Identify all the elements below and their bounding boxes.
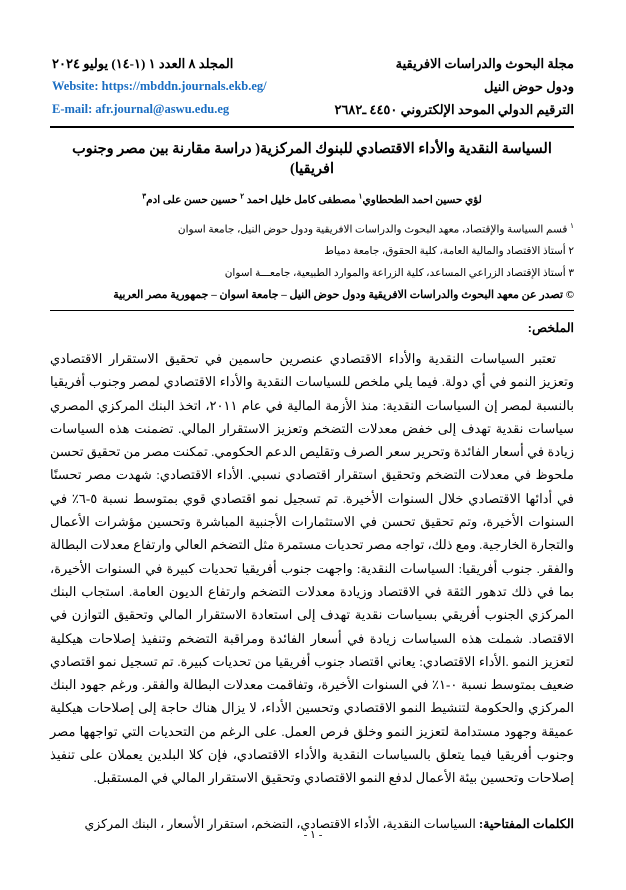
abstract-heading: الملخص:: [527, 321, 574, 335]
affiliation-2: ٢ أستاذ الاقتصاد والمالية العامة، كلية الحقوق، جامعة دمياط: [324, 246, 574, 257]
volume-issue-line: المجلد ٨ العدد ١ (١-١٤) يوليو ٢٠٢٤: [52, 56, 234, 71]
author-2: مصطفى كامل خليل احمد $^٢$: [240, 191, 356, 206]
publisher-line: © تصدر عن معهد البحوث والدراسات الافريقية ودول حوض النيل – جامعة اسوان – جمهورية مصر العربية: [50, 285, 574, 311]
author-1-superscript: ١: [358, 191, 363, 200]
authors-line: [50, 188, 574, 208]
website-label: Website:: [52, 79, 99, 93]
email-address-link[interactable]: afr.journal@aswu.edu.eg: [95, 102, 230, 116]
author-3-superscript: ٣: [142, 191, 147, 200]
website-url-link[interactable]: https://mbddn.journals.ekb.eg/: [101, 79, 267, 93]
affiliation-1: $^١$ قسم السياسة والإقتصاد، معهد البحوث والدراسات الافريقية ودول حوض النيل، جامعة اسوان: [177, 220, 574, 235]
journal-name-line1: مجلة البحوث والدراسات الافريقية: [395, 56, 574, 71]
email-line: [52, 98, 307, 121]
affiliation-3-marker: ٣: [568, 268, 574, 279]
affiliation-3: ٣ أستاذ الإقتصاد الزراعي المساعد، كلية الزراعة والموارد الطبيعية، جامعـــة اسوان: [224, 268, 574, 279]
journal-name-block: [307, 52, 574, 121]
affiliation-2-marker: ٢: [568, 246, 574, 257]
author-1: لؤي حسين احمد الطحطاوي$^١$: [358, 191, 482, 206]
journal-issue-block: [50, 52, 307, 121]
affiliation-1-marker: ١: [569, 220, 574, 230]
affiliations-block: [50, 215, 574, 286]
journal-header: [50, 52, 574, 128]
journal-name-line2: ودول حوض النيل: [483, 79, 574, 94]
journal-issn-line: الترقيم الدولي الموحد الإلكتروني ٤٤٥٠ ـ٢٦٨٢: [334, 102, 574, 117]
article-title: السياسة النقدية والأداء الاقتصادي للبنوك المركزية( دراسة مقارنة بين مصر وجنوب افريقيا): [72, 141, 552, 177]
website-line: [52, 75, 307, 98]
email-label: E-mail:: [52, 102, 93, 116]
author-2-superscript: ٢: [240, 191, 245, 200]
abstract-paragraph: تعتبر السياسات النقدية والأداء الاقتصادي عنصرين حاسمين في تحقيق الاستقرار الاقتصادي وتعزيز النمو في أي دولة. فيما يلي ملخص للسياسات النقدية والأداء الاقتصادي لمصر وجنوب أفريقيا بالنسبة لمصر إن السياسات النقدية: منذ الأزمة المالية في عام ٢٠١١، اتخذ البنك المركزي المصري سياسات نقدية تهدف إلى خفض معدلات التضخم وتعزيز الاستقرار المالي. تضمنت هذه السياسات زيادة في أسعار الفائدة وتحرير سعر الصرف وتقليص الدعم الحكومي. تمكنت مصر من تحقيق تحسن ملحوظ في معدلات التضخم وتحقيق استقرار اقتصادي نسبي. الأداء الاقتصادي: شهدت مصر تحسنًا في أدائها الاقتصادي خلال السنوات الأخيرة. تم تسجيل نمو اقتصادي قوي بمتوسط نسبة ٥-٦٪ في السنوات الأخيرة، وتم تحقيق تحسن في الاستثمارات الأجنبية المباشرة وتحسين مؤشرات الأعمال والتجارة الخارجية. ومع ذلك، تواجه مصر تحديات مستمرة مثل التضخم العالي وارتفاع معدلات البطالة والفقر. جنوب أفريقيا: السياسات النقدية: واجهت جنوب أفريقيا تحديات كبيرة في السنوات الأخيرة، بما في ذلك تدهور الثقة في الاقتصاد وزيادة معدلات التضخم وارتفاع الديون العامة. استجاب البنك المركزي الجنوب أفريقي بسياسات نقدية تهدف إلى استعادة الاستقرار المالي وتحقيق التوازن في الاقتصاد. شملت هذه السياسات زيادة في أسعار الفائدة ومراقبة التضخم وتنفيذ إصلاحات هيكلية لتعزيز النمو .الأداء الاقتصادي: يعاني اقتصاد جنوب أفريقيا من تحديات كبيرة. تم تسجيل نمو اقتصادي ضعيف بمتوسط نسبة ٠-١٪ في السنوات الأخيرة، وتفاقمت معدلات البطالة والفقر. ورغم جهود البنك المركزي والحكومة لتنشيط النمو الاقتصادي وتحسين الأداء، لا يزال هناك حاجة إلى إصلاحات هيكلية عميقة وجهود مستدامة لتعزيز النمو وخلق فرص العمل. على الرغم من التحديات التي تواجهها مصر وجنوب أفريقيا فيما يتعلق بالسياسات النقدية والأداء الاقتصادي، فإن كلا البلدين يعملان على تنفيذ إصلاحات وتحسين بيئة الأعمال لدفع النمو الاقتصادي وتحقيق الاستقرار المالي في المستقبل.: [50, 351, 574, 786]
page-number: - ١ -: [303, 829, 323, 841]
keywords-label: الكلمات المفتاحية:: [478, 816, 574, 831]
keywords-text: السياسات النقدية، الأداء الاقتصادي، التضخم، استقرار الأسعار ، البنك المركزي: [84, 816, 476, 831]
author-3: حسين حسن على ادم$^٣$: [142, 191, 238, 206]
